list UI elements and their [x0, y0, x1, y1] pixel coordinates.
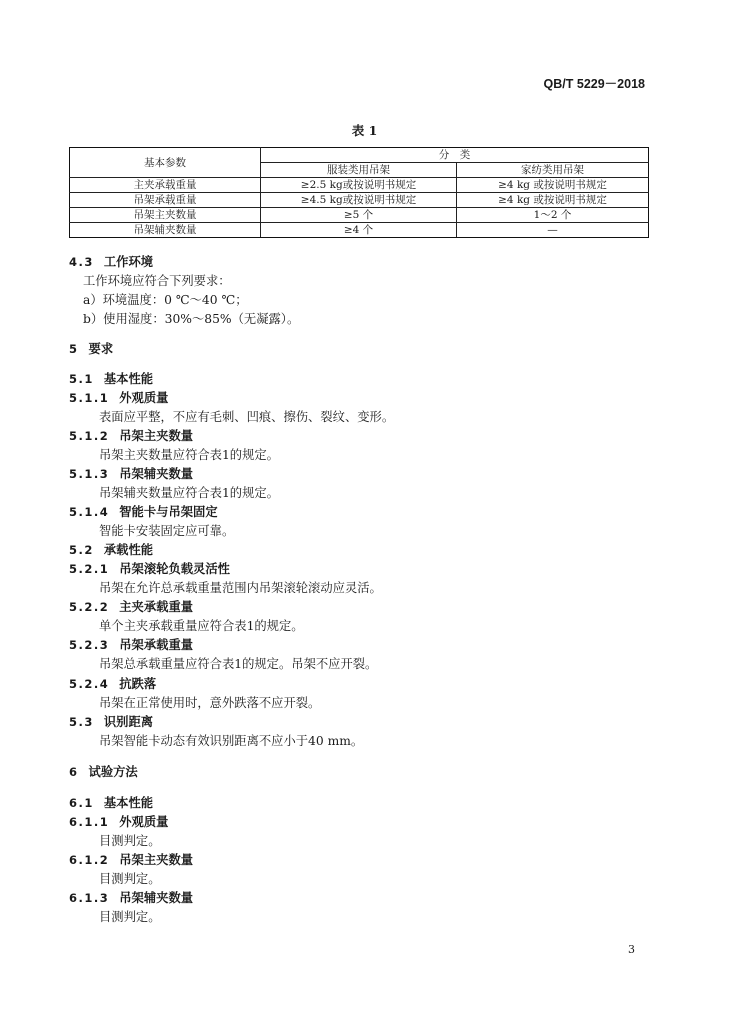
text-6-1-2: 目测判定。: [99, 872, 161, 886]
section-number: 5.2.3: [69, 638, 110, 652]
section-title: 吊架辅夹数量: [119, 890, 194, 905]
section-title: 吊架主夹数量: [119, 428, 194, 443]
table-cell-textile: 1～2 个: [457, 208, 649, 223]
section-title: 主夹承载重量: [119, 599, 194, 614]
section-number: 5.1.2: [69, 429, 110, 443]
table-row: [70, 208, 649, 223]
heading-6-1-2: [69, 852, 193, 868]
section-number: 5.1.3: [69, 467, 110, 481]
section-title: 识别距离: [103, 714, 154, 729]
text-6-1-1: 目测判定。: [99, 834, 161, 848]
heading-6: [69, 764, 138, 780]
text-6-1-3: 目测判定。: [99, 910, 161, 924]
heading-6-1: [69, 795, 153, 811]
text-5-3: 吊架智能卡动态有效识别距离不应小于40 mm。: [99, 734, 364, 748]
section-title: 吊架主夹数量: [119, 852, 194, 867]
heading-6-1-3: [69, 890, 193, 906]
text-5-1-2: 吊架主夹数量应符合表1的规定。: [99, 448, 279, 462]
heading-4-3: [69, 254, 153, 270]
section-number: 4.3: [69, 255, 94, 269]
text-5-2-4: 吊架在正常使用时，意外跌落不应开裂。: [99, 696, 321, 710]
section-number: 6.1: [69, 796, 94, 810]
section-number: 5.3: [69, 715, 94, 729]
section-title: 试验方法: [88, 764, 138, 779]
heading-5-1-1: [69, 390, 168, 406]
env-item-a: a）环境温度：0 ℃～40 ℃；: [83, 293, 248, 307]
standard-code: QB/T 5229－2018: [543, 77, 645, 91]
table-row: [70, 178, 649, 193]
text-5-1-4: 智能卡安装固定应可靠。: [99, 524, 235, 538]
section-number: 5.1: [69, 372, 94, 386]
text-5-2-2: 单个主夹承载重量应符合表1的规定。: [99, 619, 304, 633]
table-cell-param: 吊架辅夹数量: [70, 223, 261, 238]
section-number: 5.1.4: [69, 505, 110, 519]
section-number: 6.1.2: [69, 853, 110, 867]
heading-5-3: [69, 714, 153, 730]
table-header-row: [70, 148, 649, 163]
section-title: 外观质量: [119, 814, 169, 829]
page-number: 3: [628, 943, 635, 956]
heading-5-2: [69, 542, 153, 558]
header-basic-params: 基本参数: [70, 148, 261, 178]
section-title: 工作环境: [103, 254, 154, 269]
table-cell-textile: ≥4 kg 或按说明书规定: [457, 193, 649, 208]
heading-5-1-4: [69, 504, 218, 520]
section-title: 基本性能: [103, 371, 154, 386]
section-title: 吊架滚轮负载灵活性: [119, 561, 230, 576]
text-5-1-1: 表面应平整，不应有毛刺、凹痕、擦伤、裂纹、变形。: [99, 410, 395, 424]
table-cell-param: 主夹承载重量: [70, 178, 261, 193]
header-classification: 分 类: [261, 148, 649, 163]
section-title: 要求: [88, 341, 114, 356]
table-title: 表 1: [351, 123, 378, 138]
heading-5-1: [69, 371, 153, 387]
section-title: 智能卡与吊架固定: [119, 504, 218, 519]
section-title: 抗跌落: [119, 676, 157, 691]
section-number: 5: [69, 342, 79, 356]
heading-6-1-1: [69, 814, 168, 830]
section-title: 基本性能: [103, 795, 154, 810]
text-5-2-3: 吊架总承载重量应符合表1的规定。吊架不应开裂。: [99, 657, 378, 671]
table-cell-clothing: ≥2.5 kg或按说明书规定: [261, 178, 457, 193]
table-cell-clothing: ≥4.5 kg或按说明书规定: [261, 193, 457, 208]
section-title: 外观质量: [119, 390, 169, 405]
parameters-table: [69, 147, 649, 238]
section-number: 6.1.3: [69, 891, 110, 905]
section-number: 5.2: [69, 543, 94, 557]
heading-5-2-4: [69, 676, 156, 692]
section-title: 承载性能: [103, 542, 154, 557]
table-cell-param: 吊架主夹数量: [70, 208, 261, 223]
section-number: 5.1.1: [69, 391, 110, 405]
section-number: 6: [69, 765, 79, 779]
heading-5: [69, 341, 113, 357]
table-cell-clothing: ≥5 个: [261, 208, 457, 223]
section-number: 5.2.1: [69, 562, 110, 576]
section-number: 5.2.4: [69, 677, 110, 691]
env-item-b: b）使用湿度：30%～85%（无凝露）。: [83, 312, 300, 326]
table-cell-textile: —: [457, 223, 649, 238]
section-number: 6.1.1: [69, 815, 110, 829]
table-cell-textile: ≥4 kg 或按说明书规定: [457, 178, 649, 193]
table-row: [70, 223, 649, 238]
table-cell-param: 吊架承载重量: [70, 193, 261, 208]
section-title: 吊架辅夹数量: [119, 466, 194, 481]
header-clothing-hanger: 服装类用吊架: [261, 163, 457, 178]
text-5-2-1: 吊架在允许总承载重量范围内吊架滚轮滚动应灵活。: [99, 581, 382, 595]
heading-5-1-3: [69, 466, 193, 482]
env-intro: 工作环境应符合下列要求：: [83, 274, 231, 288]
heading-5-2-3: [69, 637, 193, 653]
table-cell-clothing: ≥4 个: [261, 223, 457, 238]
section-title: 吊架承载重量: [119, 637, 194, 652]
header-textile-hanger: 家纺类用吊架: [457, 163, 649, 178]
section-number: 5.2.2: [69, 600, 110, 614]
heading-5-1-2: [69, 428, 193, 444]
table-row: [70, 193, 649, 208]
text-5-1-3: 吊架辅夹数量应符合表1的规定。: [99, 486, 279, 500]
heading-5-2-2: [69, 599, 193, 615]
heading-5-2-1: [69, 561, 230, 577]
